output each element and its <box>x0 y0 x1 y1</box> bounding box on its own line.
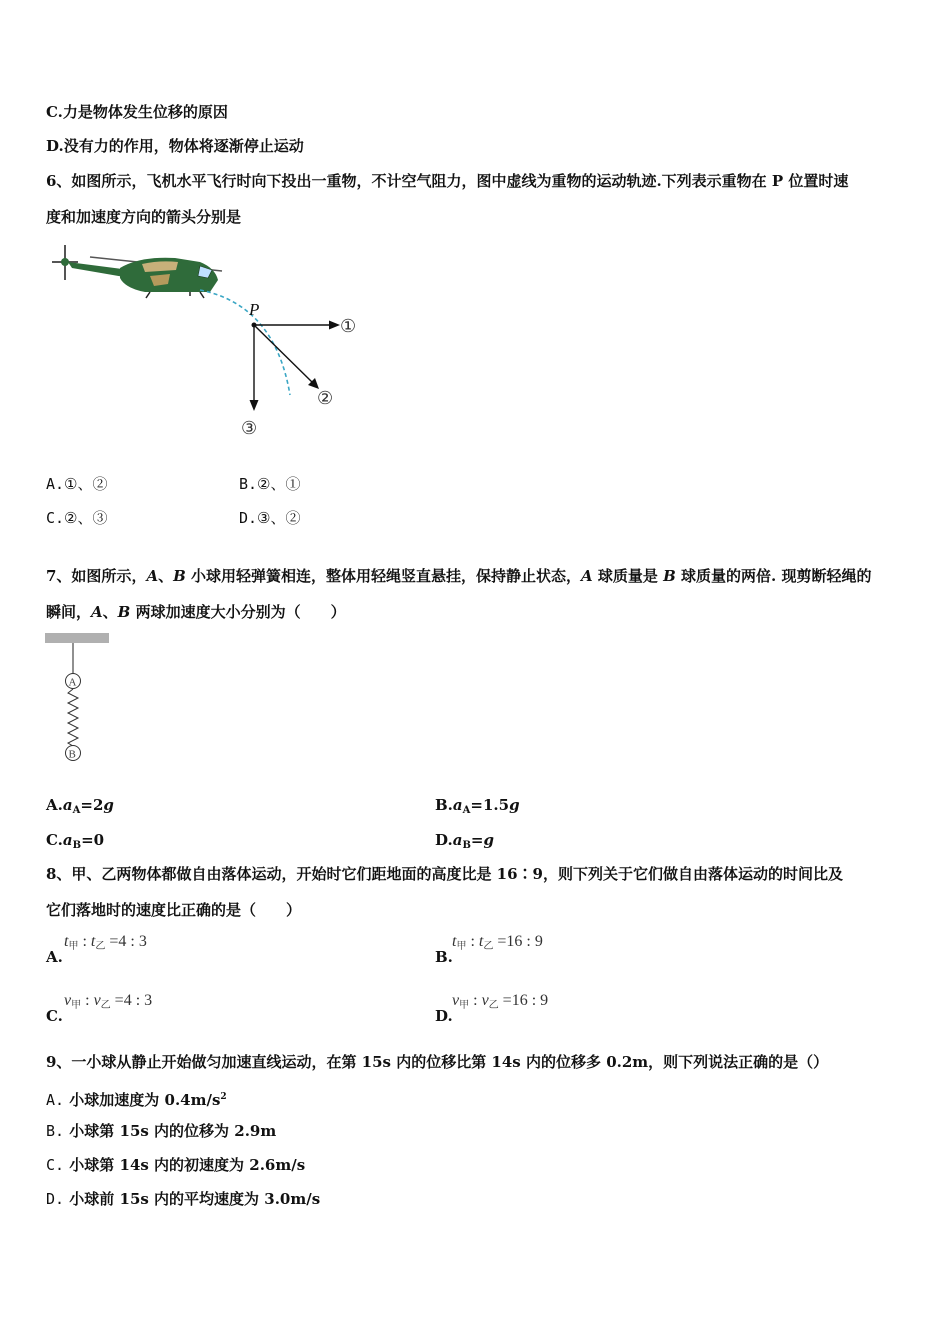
q9-option-a: A. 小球加速度为 $0.4m/s^2$ <box>46 1091 227 1109</box>
q8-option-a-letter: A. <box>46 948 63 966</box>
trajectory-dashed-line <box>200 290 290 395</box>
q8-option-d-formula: $v_甲$ : $v_乙 =16$ : 9 <box>452 992 549 1011</box>
q7-option-d: $D.a_B=g$ <box>435 831 494 851</box>
q8-option-b-letter: B. <box>435 948 453 966</box>
q6-option-d: D.③、② <box>239 509 301 527</box>
q9-option-c: C. 小球第 14s 内的初速度为 2.6m/s <box>46 1156 306 1174</box>
q6-stem-line-1: 6、如图所示，飞机水平飞行时向下投出一重物，不计空气阻力，图中虚线为重物的运动轨迹.下列表示重物在 P 位置时速 <box>46 172 849 190</box>
q9-option-d: D. 小球前 15s 内的平均速度为 3.0m/s <box>46 1190 321 1208</box>
q5-option-d: D.没有力的作用，物体将逐渐停止运动 <box>46 137 304 155</box>
q7-stem-line-2: 瞬间，A、B 两球加速度大小分别为（ ） <box>46 603 346 621</box>
arrow-1 <box>254 321 340 330</box>
ball-a-label: A <box>68 676 77 689</box>
q6-figure <box>50 240 380 440</box>
q8-stem-line-2: 它们落地时的速度比正确的是（ ） <box>46 901 302 919</box>
q9-stem: 9、一小球从静止开始做匀加速直线运动，在第 15s 内的位移比第 14s 内的位移多 0.2m，则下列说法正确的是（） <box>46 1053 829 1071</box>
q8-option-b-formula: $t_甲$ : $t_乙 =16$ : 9 <box>452 933 543 952</box>
q8-option-a-formula: $t_甲$ : $t_乙 =4$ : 3 <box>64 933 147 952</box>
helicopter-image <box>52 245 222 298</box>
q8-stem-line-1: 8、甲、乙两物体都做自由落体运动，开始时它们距地面的高度比是 16∶9，则下列关于它们做自由落体运动的时间比及 <box>46 865 843 883</box>
spring <box>68 689 78 746</box>
q5-option-c: C.力是物体发生位移的原因 <box>46 103 228 121</box>
arrow-3 <box>250 325 259 411</box>
q8-option-c-letter: C. <box>46 1007 63 1025</box>
q7-stem-line-1: 7、如图所示，A、B 小球用轻弹簧相连，整体用轻绳竖直悬挂，保持静止状态，A 球质量是 B 球质量的两倍. 现剪断轻绳的 <box>46 567 872 585</box>
q6-stem-line-2: 度和加速度方向的箭头分别是 <box>46 208 242 226</box>
q8-option-d-letter: D. <box>435 1007 453 1025</box>
q6-option-c: C.②、③ <box>46 509 108 527</box>
q6-option-a: A.①、② <box>46 475 108 493</box>
ball-b-label: B <box>68 748 76 761</box>
ceiling <box>45 633 109 643</box>
q7-option-c: $C.a_B=0$ <box>46 831 105 851</box>
arrow-2-label: ② <box>317 388 334 409</box>
q7-spring-figure <box>44 632 114 772</box>
q9-option-b: B. 小球第 15s 内的位移为 2.9m <box>46 1122 277 1140</box>
arrow-2 <box>254 325 319 389</box>
q7-option-b: $B.a_A=1.5g$ <box>435 796 520 816</box>
q8-option-c-formula: $v_甲$ : $v_乙 =4$ : 3 <box>64 992 153 1011</box>
q6-option-b: B.②、① <box>239 475 301 493</box>
point-p-label: P <box>249 300 260 319</box>
arrow-1-label: ① <box>340 316 357 337</box>
arrow-3-label: ③ <box>241 418 258 439</box>
q7-option-a: $A.a_A=2g$ <box>46 796 114 816</box>
